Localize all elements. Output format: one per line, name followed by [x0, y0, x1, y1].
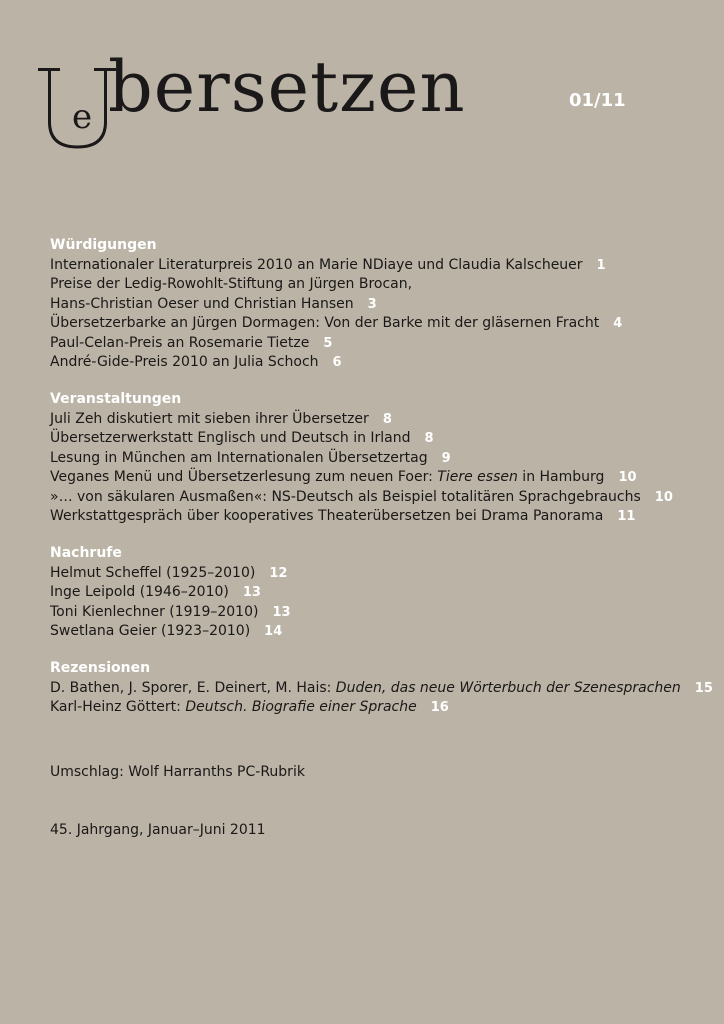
entry-title: Hans-Christian Oeser und Christian Hansen [50, 295, 354, 312]
entry-title: Toni Kienlechner (1919–2010) [50, 603, 259, 620]
page-number: 3 [367, 296, 377, 312]
toc-entry [50, 468, 710, 488]
section-heading: Nachrufe [50, 545, 122, 561]
page-number: 12 [269, 565, 288, 581]
entry-title: Swetlana Geier (1923–2010) [50, 623, 251, 639]
entry-title: Internationaler Literaturpreis 2010 an Marie NDiaye und Claudia Kalscheuer [50, 256, 583, 273]
entry-title: »… von säkularen Ausmaßen«: NS-Deutsch als Beispiel totalitären Sprachgebrauchs [50, 488, 641, 505]
page-number: 4 [613, 316, 623, 331]
cover-note: Umschlag: Wolf Harranths PC-Rubrik [50, 764, 305, 780]
entry-italic-title: Deutsch. Biografie einer Sprache [185, 699, 417, 715]
entry-title: Veganes Menü und Übersetzerlesung zum neuen Foer: [50, 469, 438, 485]
toc-entry [50, 583, 710, 603]
toc-entry [50, 603, 710, 623]
page-number: 10 [654, 489, 673, 505]
entry-title-suffix: in Hamburg [517, 469, 605, 485]
masthead [38, 46, 638, 158]
volume-note: 45. Jahrgang, Januar–Juni 2011 [50, 822, 266, 838]
entry-title: André-Gide-Preis 2010 an Julia Schoch [50, 354, 319, 370]
entry-title: Inge Leipold (1946–2010) [50, 584, 229, 600]
page-number: 11 [617, 509, 636, 524]
entry-italic-title: Tiere essen [437, 469, 518, 485]
entry-title: D. Bathen, J. Sporer, E. Deinert, M. Hais: [50, 679, 336, 696]
page-number: 8 [382, 411, 392, 427]
entry-title: Juli Zeh diskutiert mit sieben ihrer Übersetzer [50, 410, 369, 427]
page-number: 15 [694, 680, 713, 696]
toc-entry [50, 314, 710, 334]
toc-entry [50, 507, 710, 527]
table-of-contents [50, 236, 713, 735]
page-number: 1 [596, 257, 606, 273]
entry-title: Übersetzerbarke an Jürgen Dormagen: Von der Barke mit der gläsernen Fracht [50, 315, 600, 331]
toc-entry [50, 295, 710, 315]
page-number: 14 [264, 624, 283, 639]
section-heading: Veranstaltungen [50, 391, 182, 407]
page-number: 5 [323, 335, 333, 351]
toc-entry [50, 449, 710, 469]
entry-title: Werkstattgespräch über kooperatives Theaterübersetzen bei Drama Panorama [50, 508, 604, 524]
entry-title: Paul-Celan-Preis an Rosemarie Tietze [50, 334, 310, 351]
toc-entry [50, 564, 710, 584]
section-heading: Rezensionen [50, 660, 151, 676]
toc-section [50, 236, 710, 373]
entry-title: Helmut Scheffel (1925–2010) [50, 564, 256, 581]
toc-entry [50, 488, 710, 508]
toc-entry [50, 256, 710, 276]
issue-number: 01/11 [569, 90, 626, 111]
masthead-title: bersetzen [108, 46, 466, 128]
entry-title: Übersetzerwerkstatt Englisch und Deutsch in Irland [50, 430, 411, 446]
page-number: 6 [332, 355, 342, 370]
page-number: 9 [441, 450, 451, 466]
toc-entry [50, 334, 710, 354]
page-number: 13 [272, 604, 291, 620]
toc-entry [50, 698, 710, 718]
page-number: 13 [242, 585, 261, 600]
toc-entry [50, 679, 713, 699]
toc-section [50, 544, 710, 642]
toc-entry [50, 410, 710, 430]
entry-italic-title: Duden, das neue Wörterbuch der Szenesprachen [335, 679, 681, 696]
section-heading: Würdigungen [50, 237, 157, 253]
toc-entry [50, 353, 710, 373]
logo-small-e: e [72, 97, 93, 137]
toc-entry [50, 275, 710, 295]
entry-title: Lesung in München am Internationalen Übersetzertag [50, 449, 428, 466]
toc-section [50, 390, 710, 527]
entry-title: Karl-Heinz Göttert: [50, 699, 186, 715]
page-number: 10 [618, 470, 637, 485]
toc-entry [50, 622, 710, 642]
toc-entry [50, 429, 710, 449]
page-number: 8 [424, 431, 434, 446]
page-number: 16 [430, 700, 449, 715]
toc-section [50, 659, 713, 718]
entry-title: Preise der Ledig-Rowohlt-Stiftung an Jürgen Brocan, [50, 276, 413, 292]
